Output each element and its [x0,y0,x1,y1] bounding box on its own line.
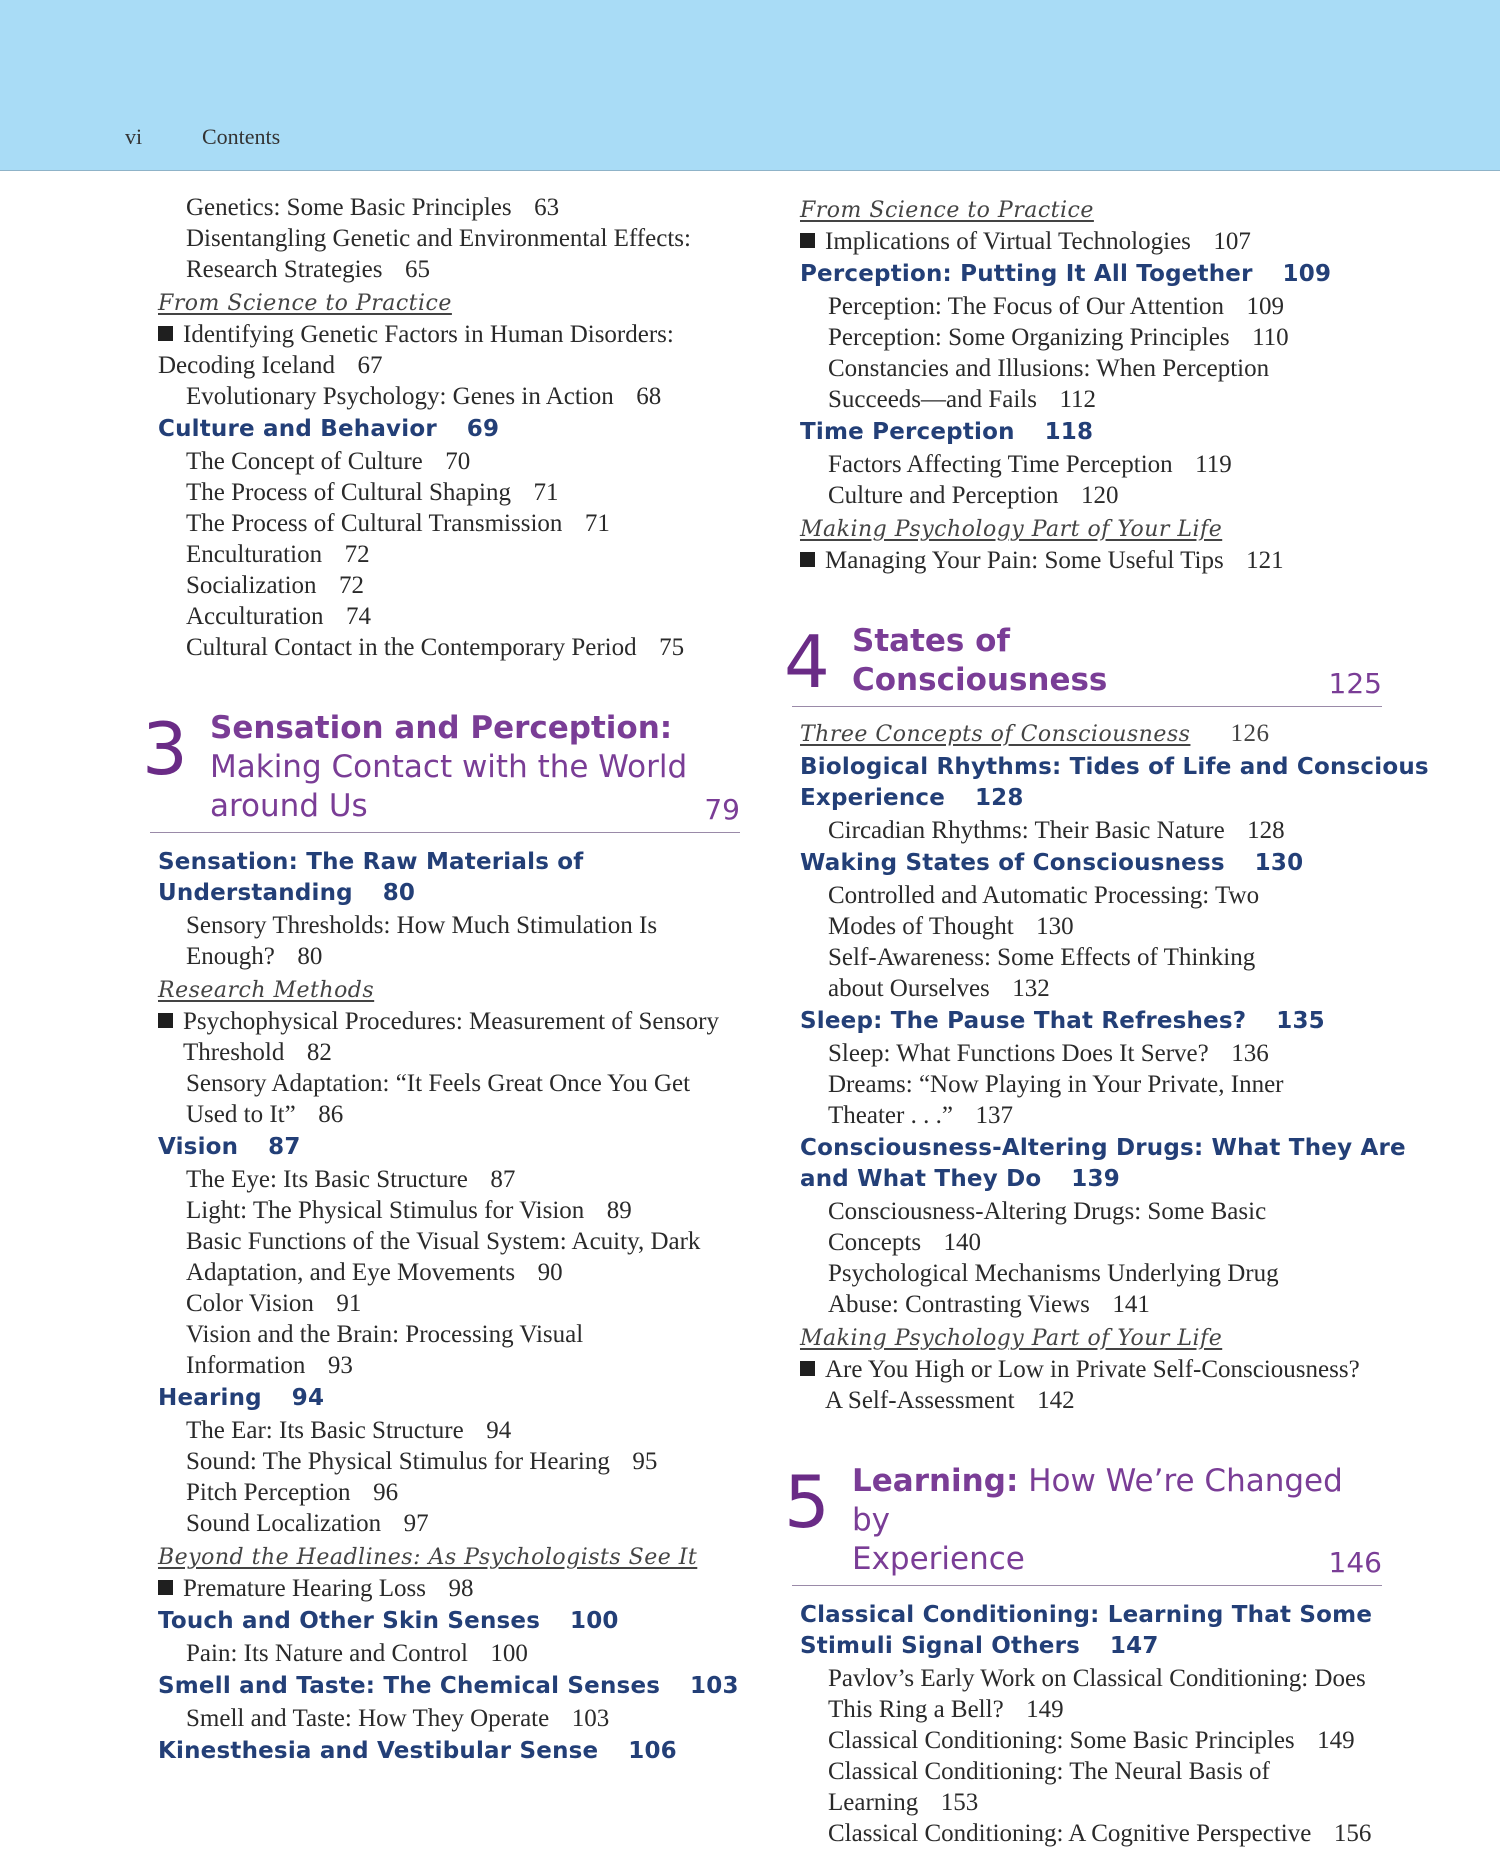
entry-text: Are You High or Low in Private Self-Consciousness? [825,1356,1360,1383]
page-ref: 153 [940,1789,979,1816]
toc-entry [820,815,1382,846]
heading-text: Sensation: The Raw Materials of [158,849,584,875]
page-ref: 68 [636,383,662,410]
page-ref: 80 [382,880,416,906]
chapter-page: 79 [704,793,740,826]
heading-text: Vision [158,1134,239,1160]
entry-text: Pavlov’s Early Work on Classical Conditioning: Does [828,1665,1366,1692]
page-ref: 82 [306,1039,332,1066]
chapter-title-line [852,661,1382,700]
toc-entry [178,1446,740,1477]
page-ref: 149 [1026,1696,1064,1723]
entry-text-cont: Learning 153 [828,1789,979,1816]
toc-entry [820,942,1382,1004]
heading-text: Culture and Behavior [158,416,437,442]
section-heading [792,846,1382,880]
bullet-square-icon [158,1013,173,1028]
bullet-square-icon [800,233,815,248]
page-ref: 67 [357,352,383,379]
toc-entry [820,1756,1382,1818]
page-ref: 94 [486,1417,512,1444]
page-ref: 97 [403,1510,429,1537]
entry-text: Sensory Adaptation: “It Feels Great Once You Get [186,1070,691,1097]
toc-entry [178,570,740,601]
entry-text: Constancies and Illusions: When Perception [828,355,1270,382]
toc-entry [178,446,740,477]
chapter-page: 125 [1328,667,1382,700]
toc-entry [820,1725,1382,1756]
toc-entry [178,1288,740,1319]
page-ref: 110 [1252,324,1289,351]
entry-text: Factors Affecting Time Perception [828,451,1173,478]
feature-label [150,976,740,1006]
entry-text-cont: Decoding Iceland 67 [158,352,383,379]
toc-column-right [784,192,1429,1849]
heading-text: Time Perception [800,419,1015,445]
feature-text: Three Concepts of Consciousness [800,722,1191,747]
chapter-title-bold: Sensation and Perception: [210,710,673,746]
page-ref: 87 [490,1166,516,1193]
feature-label [792,1324,1382,1354]
page-ref: 70 [445,448,471,475]
bullet-square-icon [800,1361,815,1376]
page-ref: 103 [571,1705,610,1732]
feature-text: Making Psychology Part of Your Life [800,1326,1223,1351]
feature-label [792,196,1382,226]
page-ref: 80 [297,943,323,970]
entry-text: Socialization [186,572,317,599]
entry-text: Pain: Its Nature and Control [186,1640,468,1667]
section-heading [150,1734,740,1768]
feature-entry [150,1573,740,1604]
entry-text: Perception: Some Organizing Principles [828,324,1230,351]
chapter-heading [784,620,1382,707]
entry-text: The Eye: Its Basic Structure [186,1166,468,1193]
toc-entry [178,910,740,972]
entry-text-cont: Used to It” 86 [186,1101,344,1128]
feature-label [150,1543,740,1573]
page-ref: 120 [1081,482,1119,509]
section-heading [150,845,740,910]
page-ref: 71 [533,479,559,506]
page-ref: 96 [373,1479,399,1506]
entry-text: Classical Conditioning: A Cognitive Perspective [828,1820,1312,1847]
toc-entry [820,480,1382,511]
chapter-title-rest: How We’re Changed by [852,1463,1343,1538]
entry-text: The Concept of Culture [186,448,423,475]
toc-entry [178,192,740,223]
toc-entry [178,1226,740,1288]
entry-text: Self-Awareness: Some Effects of Thinking [828,944,1256,971]
page-ref: 106 [628,1738,677,1764]
chapter-title-bold: Consciousness [852,662,1108,698]
entry-text: Implications of Virtual Technologies [825,228,1191,255]
heading-text: Touch and Other Skin Senses [158,1608,541,1634]
running-head: Contents [202,124,281,149]
entry-text-cont: This Ring a Bell? 149 [828,1696,1064,1723]
page-ref: 135 [1276,1008,1325,1034]
page-ref: 69 [466,416,500,442]
feature-entry [792,1354,1382,1416]
section-heading [792,1004,1382,1038]
page-ref: 126 [1230,720,1270,747]
toc-entry [178,1638,740,1669]
toc-entry [178,1477,740,1508]
page-ref: 72 [344,541,370,568]
page-ref: 98 [448,1575,474,1602]
chapter-title [210,709,740,826]
chapter-title [852,622,1382,700]
page-ref: 63 [534,194,560,221]
entry-text: Culture and Perception [828,482,1059,509]
page-ref: 90 [537,1259,563,1286]
entry-text: The Process of Cultural Shaping [186,479,511,506]
toc-entry [820,1663,1382,1725]
page-ref: 112 [1059,386,1097,413]
feature-text: Making Psychology Part of Your Life [800,517,1223,542]
toc-entry [820,880,1382,942]
page-ref: 87 [268,1134,301,1160]
heading-text: Smell and Taste: The Chemical Senses [158,1673,661,1699]
section-heading [150,1604,740,1638]
toc-entry [178,477,740,508]
page-ref: 147 [1109,1633,1159,1659]
feature-text: Research Methods [158,978,375,1003]
page-ref: 109 [1246,293,1285,320]
page-ref: 107 [1213,228,1251,255]
page-ref: 130 [1254,850,1304,876]
entry-text: Psychological Mechanisms Underlying Drug [828,1260,1279,1287]
toc-entry [820,1038,1382,1069]
entry-text: Sound: The Physical Stimulus for Hearing [186,1448,610,1475]
toc-entry [820,291,1382,322]
feature-text: From Science to Practice [158,291,452,316]
entry-text-cont: Modes of Thought 130 [828,913,1074,940]
toc-entry [820,1818,1382,1849]
page-ref: 95 [632,1448,658,1475]
section-heading [792,1598,1382,1663]
feature-entry [792,226,1382,257]
page-number: vi [125,124,143,149]
entry-text: The Ear: Its Basic Structure [186,1417,464,1444]
page-ref: 119 [1195,451,1232,478]
entry-text: Cultural Contact in the Contemporary Period [186,634,637,661]
toc-entry [178,1703,740,1734]
toc-entry [178,1164,740,1195]
page-ref: 132 [1012,975,1050,1002]
feature-text: Beyond the Headlines: As Psychologists See It [158,1545,698,1570]
entry-text-cont: Research Strategies 65 [186,256,430,283]
toc-entry [178,1508,740,1539]
toc-entry [178,508,740,539]
chapter-title-bold: Learning: [852,1463,1019,1499]
page-ref: 91 [336,1290,362,1317]
section-heading [792,750,1429,815]
page-ref: 65 [404,256,430,283]
chapter-page: 146 [1328,1546,1382,1579]
toc-entry [820,1069,1382,1131]
feature-label [792,719,1382,750]
page-ref: 100 [490,1640,528,1667]
page-ref: 71 [584,510,610,537]
toc-entry [178,539,740,570]
toc-entry [178,1319,740,1381]
toc-entry [178,1195,740,1226]
entry-text-cont: Information 93 [186,1352,353,1379]
page-ref: 109 [1282,261,1332,287]
entry-text: Classical Conditioning: Some Basic Principles [828,1727,1295,1754]
page-ref: 118 [1044,419,1094,445]
page-ref: 74 [345,603,371,630]
page-ref: 156 [1333,1820,1372,1847]
entry-text-cont: Abuse: Contrasting Views 141 [828,1291,1150,1318]
section-heading [150,1381,740,1415]
entry-text: Light: The Physical Stimulus for Vision [186,1197,585,1224]
page-ref: 72 [339,572,365,599]
page-ref: 121 [1246,547,1284,574]
entry-text: Managing Your Pain: Some Useful Tips [825,547,1224,574]
page-ref: 142 [1037,1387,1075,1414]
page-ref: 140 [943,1229,982,1256]
toc-entry [820,1196,1382,1258]
toc-entry [820,322,1382,353]
page-ref: 130 [1036,913,1074,940]
page-ref: 141 [1112,1291,1150,1318]
heading-text: Sleep: The Pause That Refreshes? [800,1008,1247,1034]
entry-text: Sleep: What Functions Does It Serve? [828,1040,1209,1067]
entry-text-cont: A Self-Assessment 142 [825,1387,1075,1414]
section-heading [150,1669,740,1703]
toc-entry [178,381,740,412]
toc-entry [178,223,740,285]
heading-text: Kinesthesia and Vestibular Sense [158,1738,599,1764]
page-ref: 94 [291,1385,325,1411]
entry-text: The Process of Cultural Transmission [186,510,563,537]
toc-entry [820,1258,1382,1320]
toc-column-left [142,192,740,1768]
entry-text: Evolutionary Psychology: Genes in Action [186,383,614,410]
page-ref: 103 [690,1673,739,1699]
section-heading [150,1130,740,1164]
entry-text: Consciousness-Altering Drugs: Some Basic [828,1198,1267,1225]
page-ref: 75 [659,634,685,661]
chapter-heading [142,707,740,833]
chapter-number: 5 [784,1460,830,1544]
toc-entry [820,353,1382,415]
page-ref: 137 [975,1102,1013,1129]
entry-text-cont: Concepts 140 [828,1229,982,1256]
heading-text: Perception: Putting It All Together [800,261,1253,287]
feature-entry [150,1006,740,1068]
heading-text-cont: Understanding [158,880,353,906]
chapter-title [852,1462,1382,1579]
entry-text: Disentangling Genetic and Environmental Effects: [186,225,691,252]
heading-text: Consciousness-Altering Drugs: What They Are [800,1135,1406,1161]
page-ref: 89 [606,1197,632,1224]
entry-text: Color Vision [186,1290,314,1317]
heading-text: Biological Rhythms: Tides of Life and Conscious [800,754,1429,780]
chapter-heading [784,1460,1382,1586]
entry-text-cont: Threshold 82 [183,1039,332,1066]
toc-entry [178,632,740,663]
entry-text-cont: Adaptation, and Eye Movements 90 [186,1259,563,1286]
entry-text: Vision and the Brain: Processing Visual [186,1321,584,1348]
entry-text: Perception: The Focus of Our Attention [828,293,1225,320]
page-ref: 128 [974,785,1024,811]
entry-text: Controlled and Automatic Processing: Two [828,882,1260,909]
feature-entry [792,545,1382,576]
section-heading [792,257,1382,291]
entry-text-cont: Succeeds—and Fails 112 [828,386,1097,413]
entry-text: Identifying Genetic Factors in Human Disorders: [183,321,674,348]
feature-label [150,289,740,319]
heading-text: Hearing [158,1385,262,1411]
entry-text: Psychophysical Procedures: Measurement of Sensory [183,1008,719,1035]
chapter-title-line: around Us [210,788,368,824]
entry-text: Enculturation [186,541,323,568]
feature-label [792,515,1382,545]
entry-text: Sensory Thresholds: How Much Stimulation Is [186,912,658,939]
entry-text: Classical Conditioning: The Neural Basis of [828,1758,1270,1785]
entry-text: Acculturation [186,603,324,630]
heading-text: Waking States of Consciousness [800,850,1225,876]
section-heading [792,1131,1406,1196]
page-ref: 100 [570,1608,619,1634]
entry-text-cont: about Ourselves 132 [828,975,1050,1002]
heading-text-cont: and What They Do [800,1166,1042,1192]
entry-text: Pitch Perception [186,1479,351,1506]
entry-text-cont: Theater . . .” 137 [828,1102,1013,1129]
page-ref: 93 [327,1352,353,1379]
toc-entry [820,449,1382,480]
chapter-number: 4 [784,620,830,704]
bullet-square-icon [158,326,173,341]
feature-text: From Science to Practice [800,198,1094,223]
section-heading [150,412,740,446]
entry-text: Circadian Rhythms: Their Basic Nature [828,817,1225,844]
page-ref: 136 [1231,1040,1269,1067]
chapter-number: 3 [142,707,188,791]
page-ref: 149 [1317,1727,1355,1754]
bullet-square-icon [800,552,815,567]
heading-text-cont: Experience [800,785,946,811]
section-heading [792,415,1382,449]
toc-entry [178,601,740,632]
entry-text: Smell and Taste: How They Operate [186,1705,550,1732]
page-ref: 128 [1247,817,1285,844]
chapter-title-line: Experience [852,1541,1025,1577]
bullet-square-icon [158,1580,173,1595]
chapter-title-bold: States of [852,623,1010,659]
toc-entry [178,1068,740,1130]
chapter-title-line: Making Contact with the World [210,749,688,785]
entry-text: Basic Functions of the Visual System: Acuity, Dark [186,1228,701,1255]
entry-text: Dreams: “Now Playing in Your Private, Inner [828,1071,1284,1098]
entry-text: Premature Hearing Loss [183,1575,426,1602]
page-ref: 86 [318,1101,344,1128]
heading-text: Classical Conditioning: Learning That Some [800,1602,1373,1628]
entry-text: Sound Localization [186,1510,382,1537]
toc-entry [178,1415,740,1446]
heading-text-cont: Stimuli Signal Others [800,1633,1081,1659]
page-ref: 139 [1071,1166,1120,1192]
entry-text-cont: Enough? 80 [186,943,323,970]
entry-text: Genetics: Some Basic Principles [186,194,512,221]
feature-entry [150,319,740,381]
